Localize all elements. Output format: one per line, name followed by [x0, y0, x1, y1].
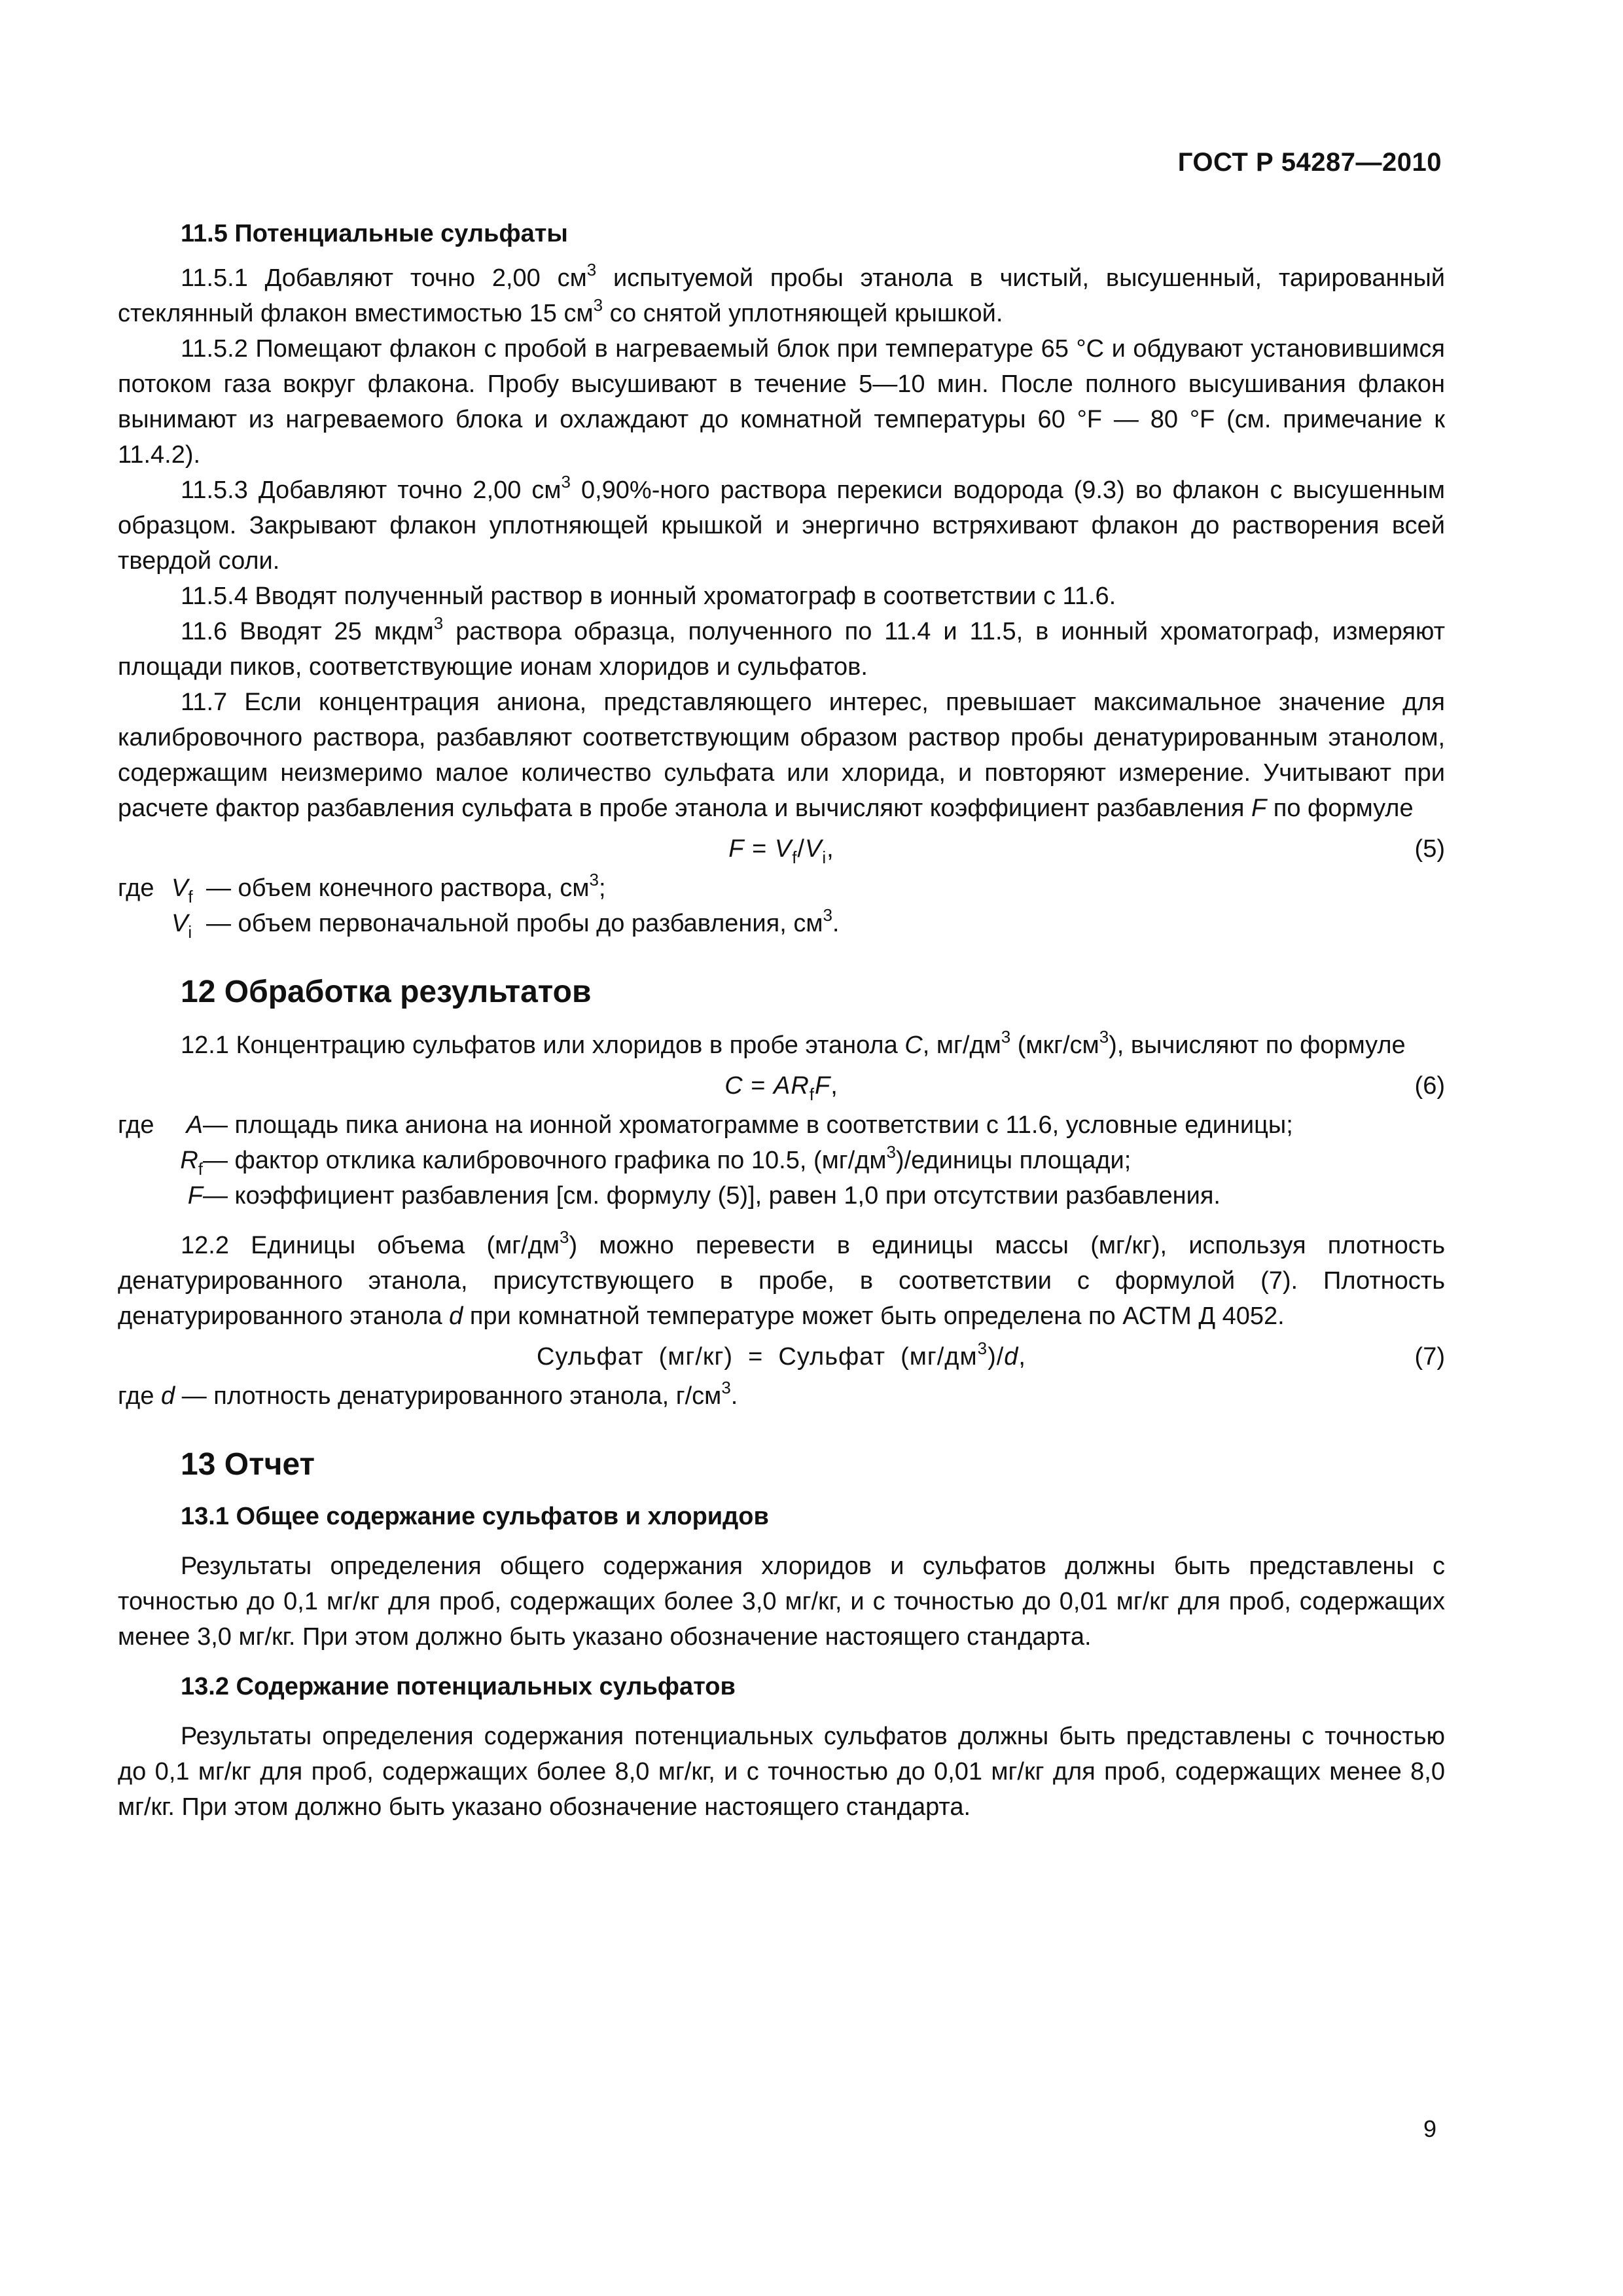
- formula-5-expression: $F = V_f/V_i$,: [728, 835, 834, 867]
- formula-6: [118, 1068, 1445, 1107]
- where-5-row-2: $V_i$ — объем первоначальной пробы до разбавления, $см^3$.: [171, 905, 840, 942]
- where-6-row-2: $R_f$ — фактор отклика калибровочного графика по 10.5, $(мг/дм^3)$/единицы площади;: [180, 1142, 1132, 1179]
- standard-code: ГОСТ Р 54287—2010: [1177, 148, 1442, 177]
- where-6-row-1: где A — площадь пика аниона на ионной хроматограмме в соответствии с 11.6, условные единицы;: [118, 1111, 1293, 1139]
- paragraph-12-1: 12.1 Концентрацию сульфатов или хлоридов в пробе этанола C, $мг/дм^3$ $(мкг/см^3)$, вычисляют по формуле: [181, 1027, 1406, 1059]
- heading-13-1: 13.1 Общее содержание сульфатов и хлоридов: [181, 1503, 769, 1530]
- formula-7-expression: Сульфат (мг/кг) = Сульфат $(мг/дм^3)/d$,: [537, 1338, 1026, 1371]
- paragraph-11-5-2: 11.5.2 Помещают флакон с пробой в нагреваемый блок при температуре 65 °С и обдувают установившимся потоком газа вокруг флакона. Пробу высушивают в течение 5—10 мин. После полного высушивания флакон вынимают из нагреваемого блока и охлаждают до комнатной температуры 60 °F — 80 °F (см. примечание к 11.4.2).: [118, 335, 1445, 469]
- formula-7: [118, 1339, 1445, 1378]
- formula-6-number: (6): [1414, 1072, 1445, 1100]
- where-5-row-1: где $V_f$ — объем конечного раствора, $см^3$;: [118, 870, 606, 906]
- heading-11-5: 11.5 Потенциальные сульфаты: [181, 220, 568, 247]
- page-number: 9: [1423, 2115, 1436, 2142]
- formula-5-number: (5): [1414, 835, 1445, 863]
- paragraph-11-5-4: 11.5.4 Вводят полученный раствор в ионный хроматограф в соответствии с 11.6.: [181, 583, 1116, 610]
- heading-13-2: 13.2 Содержание потенциальных сульфатов: [181, 1673, 736, 1700]
- paragraph-11-5-1: 11.5.1 Добавляют точно 2,00 $см^3$ испытуемой пробы этанола в чистый, высушенный, тарированный стеклянный флакон вместимостью 15 $см^3$ со снятой уплотняющей крышкой.: [118, 260, 1446, 327]
- paragraph-13-1: Результаты определения общего содержания хлоридов и сульфатов должны быть представлены с точностью до 0,1 мг/кг для проб, содержащих более 3,0 мг/кг, и с точностью до 0,01 мг/кг для проб, содержащих менее 3,0 мг/кг. При этом должно быть указано обозначение настоящего стандарта.: [118, 1552, 1445, 1651]
- heading-13: 13 Отчет: [181, 1447, 315, 1482]
- formula-5: [118, 831, 1445, 870]
- heading-12: 12 Обработка результатов: [181, 975, 592, 1009]
- paragraph-11-7: 11.7 Если концентрация аниона, представляющего интерес, превышает максимальное значение для калибровочного раствора, разбавляют соответствующим образом раствор пробы денатурированным этанолом, содержащим неизмеримо малое количество сульфата или хлорида, и повторяют измерение. Учитывают при расчете фактор разбавления сульфата в пробе этанола и вычисляют коэффициент разбавления F по формуле: [118, 689, 1445, 822]
- paragraph-13-2: Результаты определения содержания потенциальных сульфатов должны быть представлены с точностью до 0,1 мг/кг для проб, содержащих более 8,0 мг/кг, и с точностью до 0,01 мг/кг для проб, содержащих менее 8,0 мг/кг. При этом должно быть указано обозначение настоящего стандарта.: [118, 1723, 1445, 1821]
- paragraph-12-2: 12.2 Единицы объема $(мг/дм^3)$ можно перевести в единицы массы (мг/кг), используя плотность денатурированного этанола, присутствующего в пробе, в соответствии с формулой (7). Плотность денатурированного этанола d при комнатной температуре может быть определена по АСТМ Д 4052.: [118, 1227, 1445, 1330]
- paragraph-11-6: 11.6 Вводят 25 мкдм$^3$ раствора образца, полученного по 11.4 и 11.5, в ионный хроматограф, измеряют площади пиков, соответствующие ионам хлоридов и сульфатов.: [118, 613, 1445, 681]
- document-body: [118, 216, 1445, 1825]
- where-7: где d — плотность денатурированного этанола, $г/см^3$.: [118, 1378, 738, 1410]
- paragraph-11-5-3: 11.5.3 Добавляют точно 2,00 $см^3$ 0,90%-ного раствора перекиси водорода (9.3) во флакон с высушенным образцом. Закрывают флакон уплотняющей крышкой и энергично встряхивают флакон до растворения всей твердой соли.: [118, 472, 1445, 575]
- formula-7-number: (7): [1414, 1343, 1445, 1371]
- formula-6-expression: $C = AR_fF$,: [724, 1072, 838, 1104]
- where-6-row-3: F — коэффициент разбавления [см. формулу (5)], равен 1,0 при отсутствии разбавления.: [187, 1182, 1221, 1210]
